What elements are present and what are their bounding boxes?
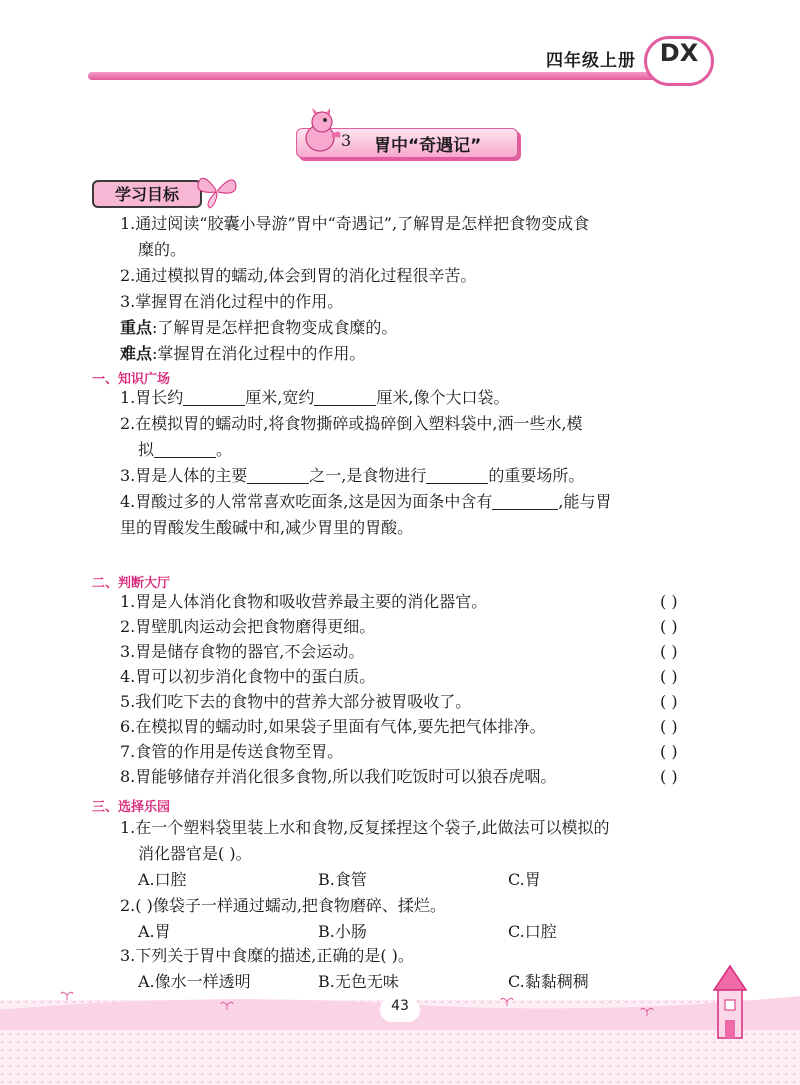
answer-blank[interactable] xyxy=(314,389,376,406)
answer-parentheses[interactable]: ( ) xyxy=(660,592,678,611)
fill-question-4-line2: 里的胃酸发生酸碱中和,减少胃里的胃酸。 xyxy=(120,518,414,537)
dragon-mascot-icon xyxy=(300,108,344,156)
fill-question-4-line1 xyxy=(120,492,611,512)
sprout-icon xyxy=(220,1000,234,1010)
section-3-heading: 三、选择乐园 xyxy=(92,800,171,815)
goal-2: 2.通过模拟胃的蠕动,体会到胃的消化过程很辛苦。 xyxy=(120,266,477,285)
q4-part-b: ,能与胃 xyxy=(558,492,612,511)
fill-question-2-line2 xyxy=(138,440,232,460)
judge-item: 2.胃壁肌肉运动会把食物磨得更细。 xyxy=(120,617,376,636)
answer-parentheses[interactable]: ( ) xyxy=(660,717,678,736)
q3-part-c: 的重要场所。 xyxy=(488,466,585,485)
answer-parentheses[interactable]: ( ) xyxy=(660,642,678,661)
answer-parentheses[interactable]: ( ) xyxy=(660,742,678,761)
key-point-label: 重点 xyxy=(120,318,153,337)
answer-blank[interactable] xyxy=(247,467,309,484)
choice-question-2: 2.( )像袋子一样通过蠕动,把食物磨碎、揉烂。 xyxy=(120,896,446,915)
q1-part-a: 1.胃长约 xyxy=(120,388,184,407)
key-point-text: :了解胃是怎样把食物变成食糜的。 xyxy=(152,318,398,337)
castle-icon xyxy=(700,960,760,1040)
choice-question-1-line1: 1.在一个塑料袋里装上水和食物,反复揉捏这个袋子,此做法可以模拟的 xyxy=(120,818,610,837)
butterfly-icon xyxy=(196,170,238,210)
answer-parentheses[interactable]: ( ) xyxy=(660,617,678,636)
answer-blank[interactable] xyxy=(183,389,245,406)
answer-blank[interactable] xyxy=(154,441,216,458)
answer-blank[interactable] xyxy=(492,493,558,510)
header-rule xyxy=(88,72,658,80)
sprout-icon xyxy=(500,996,514,1006)
choice-option[interactable]: C.口腔 xyxy=(508,922,557,941)
choice-option[interactable]: A.胃 xyxy=(138,922,171,941)
section-2-heading: 二、判断大厅 xyxy=(92,576,171,591)
choice-option[interactable]: C.黏黏稠稠 xyxy=(508,972,589,991)
goal-3: 3.掌握胃在消化过程中的作用。 xyxy=(120,292,344,311)
choice-option[interactable]: B.小肠 xyxy=(318,922,367,941)
q2-part-b: 。 xyxy=(216,440,233,459)
choice-option[interactable]: B.无色无味 xyxy=(318,972,399,991)
goals-label: 学习目标 xyxy=(92,180,202,208)
difficult-point-label: 难点 xyxy=(120,344,153,363)
choice-question-3: 3.下列关于胃中食糜的描述,正确的是( )。 xyxy=(120,946,414,965)
q1-part-c: 厘米,像个大口袋。 xyxy=(376,388,510,407)
choice-question-1-line2: 消化器官是( )。 xyxy=(138,844,252,863)
answer-parentheses[interactable]: ( ) xyxy=(660,692,678,711)
q1-part-b: 厘米,宽约 xyxy=(245,388,315,407)
answer-parentheses[interactable]: ( ) xyxy=(660,667,678,686)
q4-part-a: 4.胃酸过多的人常常喜欢吃面条,这是因为面条中含有 xyxy=(120,492,493,511)
lesson-number: 3 xyxy=(341,131,352,150)
choice-option[interactable]: B.食管 xyxy=(318,870,367,889)
judge-item: 6.在模拟胃的蠕动时,如果袋子里面有气体,要先把气体排净。 xyxy=(120,717,546,736)
difficult-point xyxy=(120,344,365,364)
section-1-heading: 一、知识广场 xyxy=(92,372,171,387)
q3-part-b: 之一,是食物进行 xyxy=(309,466,427,485)
q3-part-a: 3.胃是人体的主要 xyxy=(120,466,248,485)
judge-item: 7.食管的作用是传送食物至胃。 xyxy=(120,742,344,761)
answer-parentheses[interactable]: ( ) xyxy=(660,767,678,786)
key-point xyxy=(120,318,397,338)
choice-option[interactable]: A.口腔 xyxy=(138,870,187,889)
answer-blank[interactable] xyxy=(426,467,488,484)
judge-item: 3.胃是储存食物的器官,不会运动。 xyxy=(120,642,365,661)
page-number: 43 xyxy=(380,998,420,1022)
judge-item: 8.胃能够储存并消化很多食物,所以我们吃饭时可以狼吞虎咽。 xyxy=(120,767,557,786)
sprout-icon xyxy=(640,1006,654,1016)
judge-item: 1.胃是人体消化食物和吸收营养最主要的消化器官。 xyxy=(120,592,488,611)
edition-badge: DX xyxy=(644,36,714,86)
choice-option[interactable]: A.像水一样透明 xyxy=(138,972,251,991)
choice-option[interactable]: C.胃 xyxy=(508,870,541,889)
q2-part-a: 拟 xyxy=(138,440,155,459)
judge-item: 5.我们吃下去的食物中的营养大部分被胃吸收了。 xyxy=(120,692,472,711)
difficult-point-text: :掌握胃在消化过程中的作用。 xyxy=(152,344,366,363)
fill-question-2-line1: 2.在模拟胃的蠕动时,将食物撕碎或捣碎倒入塑料袋中,洒一些水,模 xyxy=(120,414,583,433)
grade-label: 四年级上册 xyxy=(546,51,636,71)
judge-item: 4.胃可以初步消化食物中的蛋白质。 xyxy=(120,667,376,686)
fill-question-1 xyxy=(120,388,509,408)
goal-1-line1: 1.通过阅读“胶囊小导游”胃中“奇遇记”,了解胃是怎样把食物变成食 xyxy=(120,214,590,233)
goal-1-line2: 糜的。 xyxy=(138,240,187,259)
lesson-title: 胃中“奇遇记” xyxy=(374,136,482,156)
sprout-icon xyxy=(60,990,74,1000)
fill-question-3 xyxy=(120,466,584,486)
